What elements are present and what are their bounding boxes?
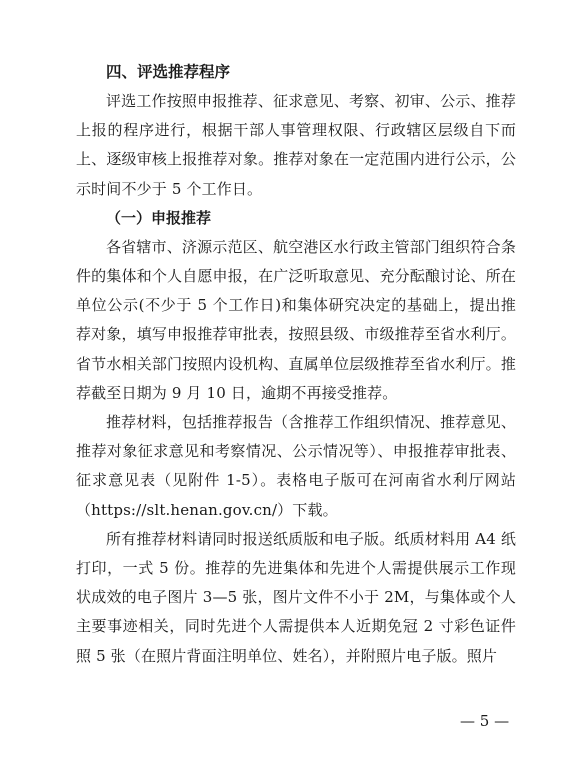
section-heading: 四、评选推荐程序 bbox=[106, 63, 231, 81]
body-paragraph-3: 所有推荐材料请同时报送纸质版和电子版。纸质材料用 A4 纸打印，一式 5 份。推荐的先进集体和先进个人需提供展示工作现状成效的电子图片 3—5 张，图片文件不小于 2M，与集体或个人主要事迹相关，同时先进个人需提供本人近期免冠 2 寸彩色证件照 5 张（在照片背面注明单位、姓名），并附照片电子版。照片 bbox=[76, 529, 516, 665]
page-body bbox=[76, 58, 516, 671]
section-intro-paragraph: 评选工作按照申报推荐、征求意见、考察、初审、公示、推荐上报的程序进行，根据干部人事管理权限、行政辖区层级自下而上、逐级审核上报推荐对象。推荐对象在一定范围内进行公示，公示时间不少于 5 个工作日。 bbox=[76, 92, 516, 198]
subsection-heading: （一）申报推荐 bbox=[106, 208, 212, 227]
body-paragraph-1: 各省辖市、济源示范区、航空港区水行政主管部门组织符合条件的集体和个人自愿申报，在广泛听取意见、充分酝酿讨论、所在单位公示(不少于 5 个工作日)和集体研究决定的基础上，提出推荐对象，填写申报推荐审批表，按照县级、市级推荐至省水利厅。省节水相关部门按照内设机构、直属单位层级推荐至省水利厅。推荐截至日期为 9 月 10 日，逾期不再接受推荐。 bbox=[76, 237, 516, 402]
body-paragraph-2: 推荐材料，包括推荐报告（含推荐工作组织情况、推荐意见、推荐对象征求意见和考察情况、公示情况等）、申报推荐审批表、征求意见表（见附件 1-5）。表格电子版可在河南省水利厅网站（https://slt.henan.gov.cn/）下载。 bbox=[76, 413, 516, 519]
page-number: — 5 — bbox=[460, 712, 510, 730]
